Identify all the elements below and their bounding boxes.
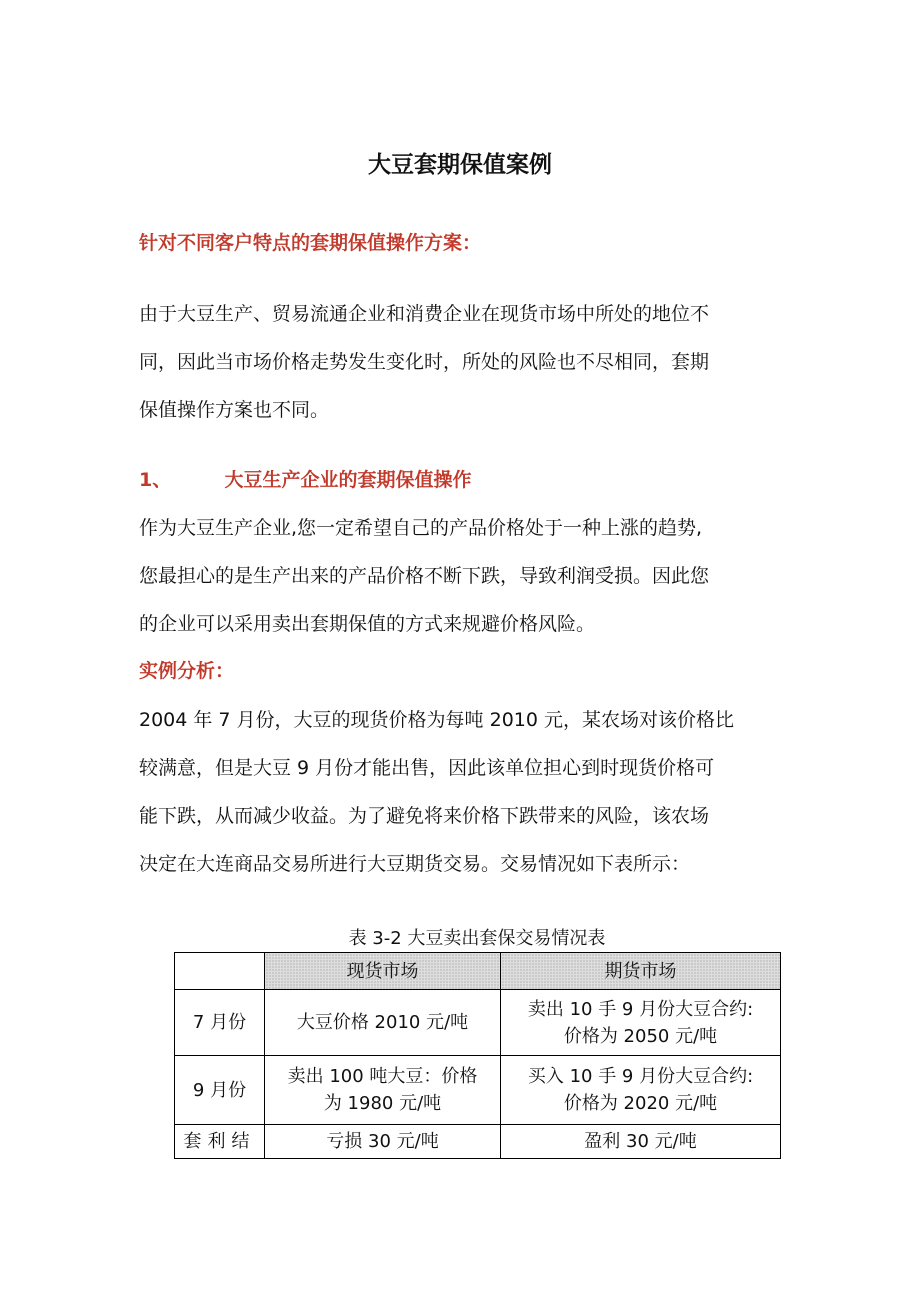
table-caption: 表 3-2 大豆卖出套保交易情况表	[348, 928, 606, 949]
section-heading: 针对不同客户特点的套期保值操作方案：	[139, 232, 482, 254]
example-line: 较满意，但是大豆 9 月份才能出售，因此该单位担心到时现货价格可	[139, 757, 715, 779]
futures-text: 价格为 2020 元/吨	[563, 1093, 718, 1114]
futures-cell	[501, 1056, 781, 1125]
item1-line: 作为大豆生产企业,您一定希望自己的产品价格处于一种上涨的趋势,	[139, 517, 703, 539]
example-paragraph	[139, 696, 789, 888]
item1-line: 的企业可以采用卖出套期保值的方式来规避价格风险。	[139, 613, 596, 635]
table-row	[175, 1056, 781, 1125]
item1-line: 您最担心的是生产出来的产品价格不断下跌，导致利润受损。因此您	[139, 565, 710, 587]
futures-cell	[501, 1125, 781, 1159]
table-row	[175, 1125, 781, 1159]
item1-paragraph	[139, 504, 789, 648]
spot-cell	[265, 1125, 501, 1159]
futures-cell	[501, 990, 781, 1056]
header-blank-cell	[175, 953, 265, 990]
item1-heading	[139, 465, 472, 495]
futures-text: 卖出 10 手 9 月份大豆合约:	[527, 998, 754, 1020]
table-header-row	[175, 953, 781, 990]
example-line: 能下跌，从而减少收益。为了避免将来价格下跌带来的风险，该农场	[139, 805, 710, 827]
intro-paragraph	[139, 290, 789, 434]
example-heading: 实例分析：	[139, 660, 235, 682]
futures-text: 价格为 2050 元/吨	[563, 1025, 718, 1047]
spot-text: 亏损 30 元/吨	[326, 1131, 439, 1152]
document-title: 大豆套期保值案例	[368, 152, 552, 178]
spot-text: 卖出 100 吨大豆：价格	[287, 1066, 478, 1087]
intro-line: 保值操作方案也不同。	[139, 399, 330, 421]
header-spot-market: 现货市场	[265, 953, 501, 990]
row-label: 9 月份	[175, 1056, 265, 1125]
futures-text: 买入 10 手 9 月份大豆合约:	[527, 1066, 754, 1087]
row-label: 套利结	[175, 1125, 265, 1159]
spot-cell	[265, 1056, 501, 1125]
spot-text: 为 1980 元/吨	[323, 1093, 442, 1114]
spot-text: 大豆价格 2010 元/吨	[296, 1012, 469, 1033]
header-futures-market: 期货市场	[501, 953, 781, 990]
futures-text: 盈利 30 元/吨	[584, 1131, 697, 1152]
hedge-table	[174, 952, 781, 1159]
spot-cell	[265, 990, 501, 1056]
example-line: 2004 年 7 月份，大豆的现货价格为每吨 2010 元，某农场对该价格比	[139, 709, 734, 731]
item1-title: 大豆生产企业的套期保值操作	[224, 469, 472, 491]
intro-line: 由于大豆生产、贸易流通企业和消费企业在现货市场中所处的地位不	[139, 303, 710, 325]
item1-number: 1、	[139, 469, 172, 491]
example-line: 决定在大连商品交易所进行大豆期货交易。交易情况如下表所示：	[139, 853, 691, 875]
row-label: 7 月份	[175, 990, 265, 1056]
intro-line: 同，因此当市场价格走势发生变化时，所处的风险也不尽相同，套期	[139, 351, 710, 373]
table-row	[175, 990, 781, 1056]
